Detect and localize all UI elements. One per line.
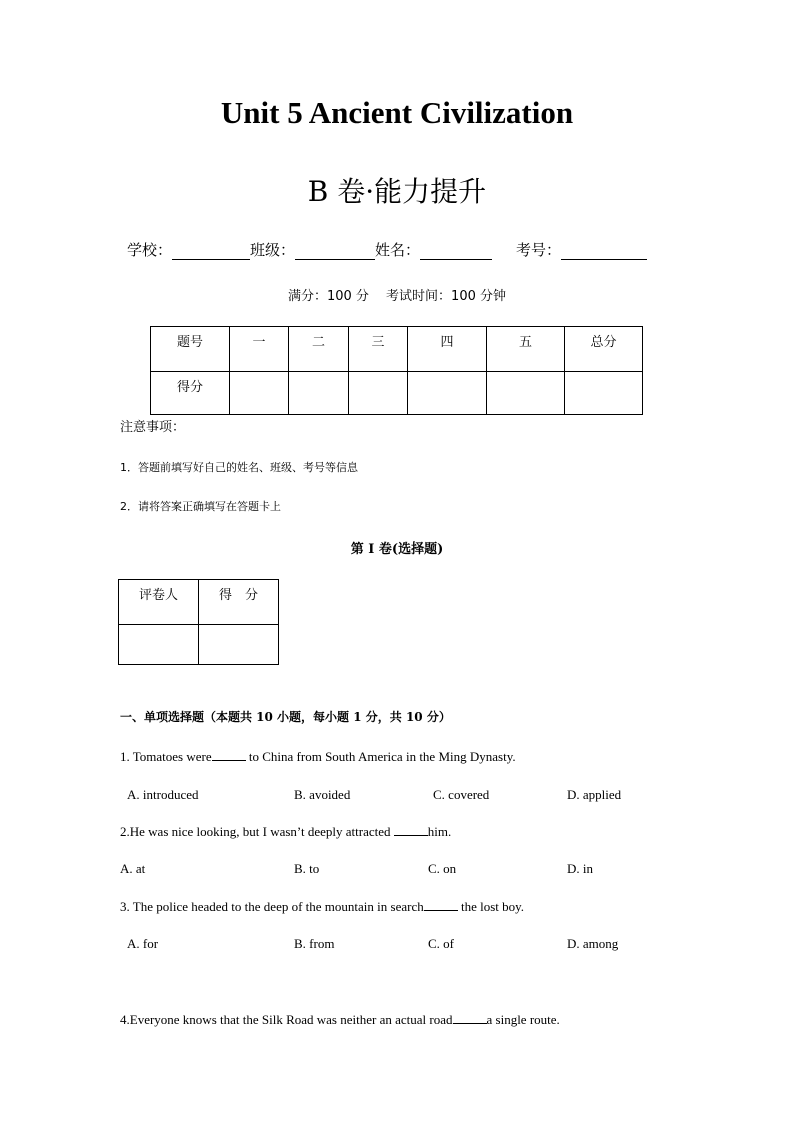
question-text: 2.He was nice looking, but I wasn’t deeply attracted — [120, 824, 394, 839]
score-cell[interactable] — [487, 372, 565, 415]
question-text: 3. The police headed to the deep of the mountain in search — [120, 899, 424, 914]
score-header-cell: 二 — [289, 327, 349, 372]
question-stem — [120, 898, 524, 915]
option-c[interactable]: C. on — [428, 861, 457, 876]
student-info-line — [127, 239, 647, 260]
question-text: him. — [427, 824, 452, 839]
answer-blank — [394, 823, 428, 836]
score-header-cell: 一 — [230, 327, 289, 372]
score-cell[interactable] — [289, 372, 349, 415]
score-header-cell: 四 — [408, 327, 487, 372]
score-table — [150, 326, 643, 415]
notes-title: 注意事项： — [120, 420, 186, 435]
section-title: 第 I 卷(选择题) — [350, 542, 444, 557]
grader-header-row — [119, 580, 279, 625]
question-stem — [120, 823, 451, 840]
score-cell[interactable] — [408, 372, 487, 415]
answer-blank — [424, 898, 458, 911]
school-label: 学校： — [127, 241, 173, 259]
grader-header-cell: 评卷人 — [119, 580, 199, 625]
question-stem — [120, 748, 516, 765]
score-cell[interactable] — [349, 372, 408, 415]
score-header-cell: 题号 — [151, 327, 230, 372]
answer-blank — [212, 748, 246, 761]
class-label: 班级： — [250, 241, 296, 259]
school-field[interactable] — [172, 243, 250, 260]
exam-no-field[interactable] — [561, 243, 647, 260]
grader-name-cell[interactable] — [119, 625, 199, 665]
score-cell[interactable] — [565, 372, 643, 415]
question-text: 1. Tomatoes were — [120, 749, 212, 764]
exam-no-label: 考号： — [516, 241, 562, 259]
score-header-cell: 总分 — [565, 327, 643, 372]
document-title: Unit 5 Ancient Civilization — [220, 95, 574, 130]
question-stem — [120, 1011, 560, 1028]
option-a[interactable]: A. for — [127, 936, 159, 951]
grader-input-row — [119, 625, 279, 665]
document-subtitle: B 卷·能力提升 — [307, 175, 487, 208]
question-text: a single route. — [486, 1012, 560, 1027]
answer-blank — [453, 1011, 487, 1024]
name-label: 姓名： — [375, 241, 421, 259]
option-c[interactable]: C. of — [428, 936, 454, 951]
part-one-heading: 一、单项选择题（本题共 10 小题，每小题 1 分，共 10 分） — [120, 710, 451, 724]
option-a[interactable]: A. at — [120, 861, 146, 876]
option-d[interactable]: D. applied — [567, 787, 622, 802]
note-item: 1．答题前填写好自己的姓名、班级、考号等信息 — [120, 461, 358, 474]
question-text: to China from South America in the Ming Dynasty. — [245, 749, 516, 764]
score-header-cell: 三 — [349, 327, 408, 372]
name-field[interactable] — [420, 243, 492, 260]
grader-score-cell[interactable] — [199, 625, 279, 665]
score-header-cell: 五 — [487, 327, 565, 372]
option-d[interactable]: D. among — [567, 936, 619, 951]
class-field[interactable] — [295, 243, 375, 260]
question-text: 4.Everyone knows that the Silk Road was neither an actual road — [120, 1012, 453, 1027]
score-cell[interactable] — [230, 372, 289, 415]
question-text: the lost boy. — [457, 899, 525, 914]
option-b[interactable]: B. to — [294, 861, 320, 876]
score-time-info: 满分：100 分 考试时间：100 分钟 — [287, 289, 507, 304]
score-row-label: 得分 — [151, 372, 230, 415]
grader-header-cell: 得 分 — [199, 580, 279, 625]
score-table-header-row — [151, 327, 643, 372]
option-c[interactable]: C. covered — [433, 787, 490, 802]
option-d[interactable]: D. in — [567, 861, 593, 876]
score-table-score-row — [151, 372, 643, 415]
grader-table — [118, 579, 279, 665]
option-b[interactable]: B. avoided — [294, 787, 351, 802]
option-b[interactable]: B. from — [294, 936, 335, 951]
option-a[interactable]: A. introduced — [127, 787, 199, 802]
note-item: 2．请将答案正确填写在答题卡上 — [120, 500, 281, 513]
